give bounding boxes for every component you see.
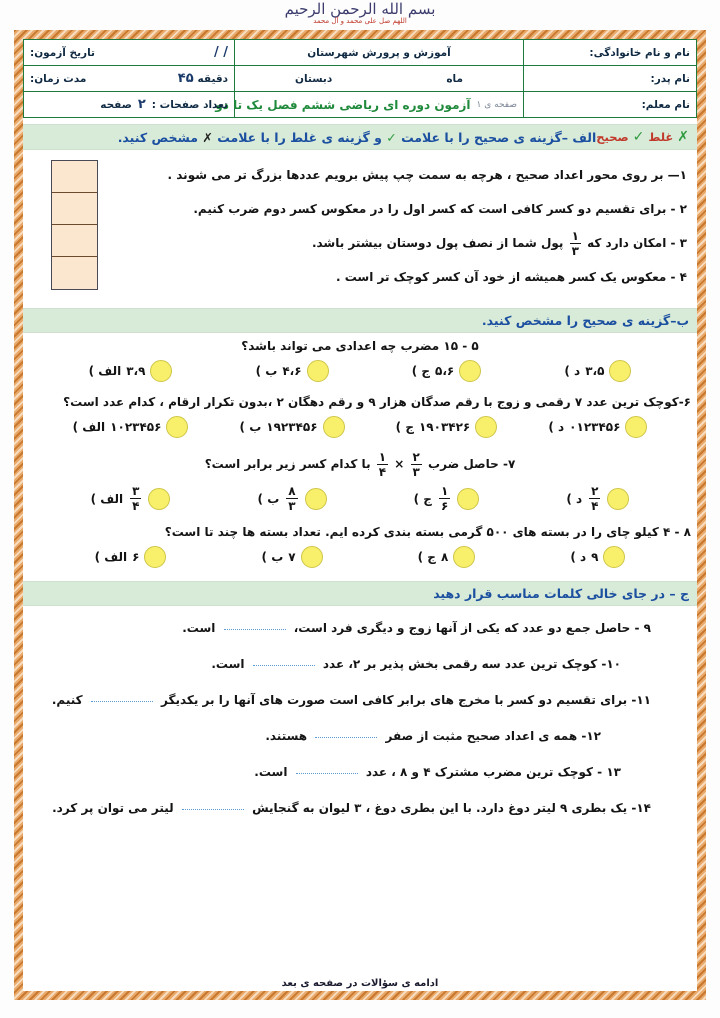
- question-text-before: ۱۱- برای تقسیم دو کسر با مخرج های برابر کافی است صورت های آنها را بر یکدیگر: [161, 693, 651, 707]
- option-value: ۵،۶: [435, 364, 455, 378]
- duration-value: ۴۵: [177, 71, 194, 86]
- option-bullet-icon[interactable]: [323, 416, 345, 438]
- q3-text-before: ۳ - امکان دارد که: [587, 236, 687, 250]
- fraction-one-quarter: [377, 451, 388, 478]
- bismillah-header: [0, 2, 720, 25]
- option-value: ۸: [440, 550, 449, 564]
- option-c[interactable]: [396, 416, 498, 438]
- inline-check-icon: ✓: [386, 129, 397, 145]
- father-name-label: نام پدر:: [650, 73, 690, 85]
- option-value: ۱۰۲۳۴۵۶: [110, 420, 162, 434]
- table-row: [24, 92, 697, 118]
- exam-title: آزمون دوره ای ریاضی ششم فصل یک تا دو: [215, 97, 471, 112]
- section-a-title-part1: الف –گزینه ی صحیح را با علامت: [401, 129, 597, 145]
- pages-label: تعداد صفحات :: [151, 98, 228, 111]
- option-value: ۶: [132, 550, 140, 564]
- question-text-before: ۱۳ - کوچک ترین مضرب مشترک ۴ و ۸ ، عدد: [365, 765, 621, 779]
- fill-blank-question-list: [23, 606, 697, 826]
- pages-count-cell: [24, 92, 235, 118]
- option-d[interactable]: [548, 416, 647, 438]
- option-bullet-icon[interactable]: [603, 546, 625, 568]
- option-bullet-icon[interactable]: [148, 488, 170, 510]
- fraction-denominator: ۴: [378, 465, 387, 479]
- fraction-one-third: [570, 230, 581, 257]
- option-fraction: [130, 485, 141, 512]
- option-value: ۹: [591, 550, 599, 564]
- blank-input[interactable]: [253, 654, 315, 666]
- section-a-legend: [596, 129, 689, 145]
- blank-input[interactable]: [182, 798, 244, 810]
- bismillah-line: بسم الله الرحمن الرحیم: [284, 0, 436, 18]
- option-bullet-icon[interactable]: [607, 488, 629, 510]
- option-key: الف ): [90, 491, 124, 506]
- option-c[interactable]: [418, 546, 476, 568]
- option-bullet-icon[interactable]: [305, 488, 327, 510]
- q3-text-after: پول شما از نصف پول دوستان بیشتر باشد.: [311, 236, 564, 250]
- legend-correct-label: صحیح: [596, 130, 629, 144]
- option-b[interactable]: [258, 485, 327, 512]
- month-label: ماه: [446, 72, 463, 85]
- school-label: دبستان: [295, 72, 333, 85]
- option-b[interactable]: [262, 546, 323, 568]
- option-a[interactable]: [95, 546, 167, 568]
- option-bullet-icon[interactable]: [453, 546, 475, 568]
- table-row: [24, 40, 697, 66]
- question-text-after: است.: [254, 765, 288, 779]
- option-key: ب ): [239, 420, 262, 434]
- fraction-numerator: ۳: [132, 484, 140, 498]
- salawat-line: اللهم صل علی محمد و آل محمد: [313, 17, 407, 25]
- option-value: ۳،۵: [585, 364, 605, 378]
- question-text-after: لیتر می توان پر کرد.: [52, 801, 174, 815]
- answer-box-4[interactable]: [52, 257, 97, 289]
- fraction-numerator: ۱: [440, 484, 449, 498]
- answer-box-2[interactable]: [52, 193, 97, 225]
- blank-input[interactable]: [91, 690, 153, 702]
- option-key: ج ): [413, 491, 432, 506]
- list-item: [29, 610, 691, 646]
- student-name-label: نام و نام خانوادگی:: [589, 47, 690, 59]
- option-fraction: [439, 485, 450, 512]
- option-bullet-icon[interactable]: [625, 416, 647, 438]
- question-6-text: ۶-کوچک ترین عدد ۷ رقمی و زوج با رقم صدگان هزار ۹ و رقم دهگان ۲ ،بدون تکرار ارقام ، کدام عدد است؟: [63, 395, 691, 409]
- option-bullet-icon[interactable]: [166, 416, 188, 438]
- fraction-numerator: ۱: [378, 450, 387, 464]
- option-bullet-icon[interactable]: [475, 416, 497, 438]
- option-key: ج ): [411, 364, 430, 378]
- option-a[interactable]: [89, 360, 173, 382]
- duration-label: مدت زمان:: [30, 72, 87, 85]
- option-key: الف ): [72, 420, 106, 434]
- fraction-denominator: ۳: [571, 244, 579, 258]
- option-bullet-icon[interactable]: [301, 546, 323, 568]
- question-5-text: ۵ - ۱۵ مضرب چه اعدادی می تواند باشد؟: [241, 339, 479, 353]
- option-c[interactable]: [414, 485, 480, 512]
- section-a-header: [23, 124, 697, 150]
- section-a-title: [31, 130, 596, 145]
- q7-text-before: ۷- حاصل ضرب: [428, 457, 516, 471]
- list-item: ۲ - برای تقسیم دو کسر کافی است که کسر اول را در معکوس کسر دوم ضرب کنیم.: [193, 202, 687, 216]
- option-value: ۷: [288, 550, 296, 564]
- option-key: الف ): [94, 550, 128, 564]
- fraction-denominator: ۳: [412, 465, 420, 479]
- blank-input[interactable]: [296, 762, 358, 774]
- question-8-options: [23, 541, 697, 575]
- q7-text-after: با کدام کسر زیر برابر است؟: [204, 457, 371, 471]
- cross-icon: ✗: [677, 129, 689, 145]
- option-key: د ): [570, 550, 587, 564]
- option-bullet-icon[interactable]: [459, 360, 481, 382]
- duration-cell: [24, 66, 235, 92]
- option-value: ۱۹۰۳۴۲۶: [418, 420, 471, 434]
- fraction-numerator: ۲: [412, 450, 420, 464]
- option-key: د ): [548, 420, 565, 434]
- legend-wrong-label: غلط: [648, 130, 674, 144]
- option-a[interactable]: [73, 416, 189, 438]
- exam-date-cell: [24, 40, 235, 66]
- school-cell: [235, 66, 524, 92]
- inline-cross-icon: ✗: [202, 129, 213, 145]
- option-fraction: [286, 485, 297, 512]
- option-key: الف ): [88, 364, 122, 378]
- student-name-cell: [524, 40, 697, 66]
- option-bullet-icon[interactable]: [609, 360, 631, 382]
- organization-label: آموزش و پرورش شهرستان: [307, 47, 451, 59]
- exam-date-label: تاریخ آزمون:: [30, 46, 95, 59]
- list-item: [29, 226, 687, 260]
- answer-boxes-column: [51, 160, 98, 290]
- blank-input[interactable]: [315, 726, 377, 738]
- option-key: د ): [566, 491, 583, 506]
- page-content: [23, 39, 697, 991]
- option-c[interactable]: [412, 360, 482, 382]
- list-item: [29, 682, 691, 718]
- list-item: [29, 718, 691, 754]
- question-5-options: [23, 355, 697, 389]
- section-b-title: ب–گزینه ی صحیح را مشخص کنید.: [481, 313, 689, 328]
- list-item: ۱— بر روی محور اعداد صحیح ، هرچه به سمت چپ پیش برویم عددها بزرگ تر می شوند .: [167, 168, 687, 182]
- exam-info-table: [23, 39, 697, 118]
- option-bullet-icon[interactable]: [150, 360, 172, 382]
- question-text-before: ۱۴- یک بطری ۹ لیتر دوغ دارد. با این بطری دوغ ، ۳ لیوان به گنجایش: [252, 801, 651, 815]
- fraction-two-thirds: [411, 451, 422, 478]
- option-key: ج ): [417, 550, 436, 564]
- question-text-after: است.: [211, 657, 245, 671]
- option-b[interactable]: [240, 416, 345, 438]
- question-7-options: [23, 480, 697, 519]
- section-a-title-part3: مشخص کنید.: [117, 129, 199, 145]
- option-fraction: [589, 485, 600, 512]
- question-text-before: ۱۰- کوچک ترین عدد سه رقمی بخش پذیر بر ۲، عدد: [322, 657, 621, 671]
- option-key: ب ): [255, 364, 278, 378]
- option-value: ۴،۶: [282, 364, 302, 378]
- father-name-cell: [524, 66, 697, 92]
- section-c-header: [23, 581, 697, 606]
- list-item: [29, 646, 691, 682]
- true-false-question-list: [29, 158, 691, 294]
- option-value: ۳،۹: [126, 364, 146, 378]
- duration-group: [178, 71, 228, 86]
- option-d[interactable]: [570, 546, 625, 568]
- question-text-after: هستند.: [265, 729, 308, 743]
- question-6-options: [23, 411, 697, 445]
- option-d[interactable]: [564, 360, 631, 382]
- section-c-title: ج – در جای خالی کلمات مناسب قرار دهید: [433, 586, 689, 601]
- list-item: [29, 790, 691, 826]
- option-key: ب ): [261, 550, 284, 564]
- answer-box-3[interactable]: [52, 225, 97, 257]
- fraction-numerator: ۲: [591, 484, 599, 498]
- fraction-denominator: ۴: [591, 499, 599, 513]
- fraction-denominator: ۶: [440, 499, 449, 513]
- exam-title-cell: [215, 92, 524, 118]
- answer-box-1[interactable]: [52, 161, 97, 193]
- page-footer: ادامه ی سؤالات در صفحه ی بعد: [281, 978, 439, 989]
- exam-date-value: / /: [213, 45, 228, 60]
- question-text-after: است.: [182, 621, 216, 635]
- fraction-denominator: ۴: [132, 499, 140, 513]
- question-text-after: کنیم.: [51, 693, 83, 707]
- option-bullet-icon[interactable]: [457, 488, 479, 510]
- option-bullet-icon[interactable]: [307, 360, 329, 382]
- question-text-before: ۹ - حاصل جمع دو عدد که یکی از آنها زوج و دیگری فرد است،: [293, 621, 651, 635]
- option-bullet-icon[interactable]: [144, 546, 166, 568]
- option-key: ب ): [257, 491, 280, 506]
- question-text-before: ۱۲- همه ی اعداد صحیح مثبت از صفر: [385, 729, 601, 743]
- option-value: ۰۱۲۳۴۵۶: [569, 420, 621, 434]
- question-7-text: [23, 445, 697, 480]
- option-a[interactable]: [91, 485, 171, 512]
- option-key: ج ): [395, 420, 414, 434]
- option-b[interactable]: [256, 360, 329, 382]
- organization-cell: [235, 40, 524, 66]
- question-8-text: ۸ - ۴ کیلو چای را در بسته های ۵۰۰ گرمی بسته بندی کرده ایم. تعداد بسته ها چند تا است؟: [164, 525, 691, 539]
- section-a-title-part2: و گزینه ی غلط را با علامت: [217, 129, 382, 145]
- check-icon: ✓: [632, 129, 645, 145]
- pages-unit: صفحه: [100, 98, 132, 111]
- section-b-header: [23, 308, 697, 333]
- page-number-label: صفحه ی ۱: [476, 99, 517, 110]
- list-item: [29, 754, 691, 790]
- table-row: [24, 66, 697, 92]
- fraction-numerator: ۸: [288, 484, 296, 498]
- pages-value: ۲: [137, 97, 146, 112]
- duration-unit: دقیقه: [197, 73, 228, 85]
- option-value: ۱۹۲۳۴۵۶: [266, 420, 318, 434]
- fraction-numerator: ۱: [571, 229, 579, 243]
- option-key: د ): [564, 364, 581, 378]
- list-item: ۴ - معکوس یک کسر همیشه از خود آن کسر کوچک تر است .: [335, 270, 687, 284]
- teacher-name-label: نام معلم:: [641, 99, 690, 111]
- teacher-name-cell: [524, 92, 697, 118]
- multiplication-sign: ×: [394, 457, 405, 471]
- true-false-block: [23, 150, 697, 302]
- option-d[interactable]: [566, 485, 629, 512]
- fraction-denominator: ۳: [288, 499, 296, 513]
- blank-input[interactable]: [224, 618, 286, 630]
